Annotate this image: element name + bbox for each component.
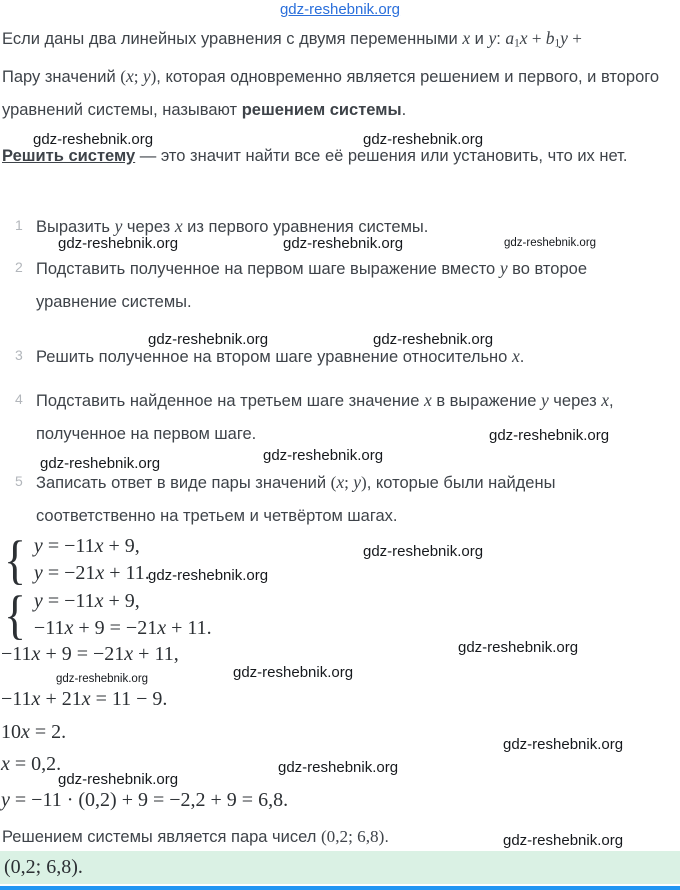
text-segment: = 11 − 9.: [90, 688, 168, 710]
text-segment: = 2.: [29, 721, 67, 743]
watermark: gdz-reshebnik.org: [458, 639, 579, 656]
watermark: gdz-reshebnik.org: [148, 567, 269, 584]
text-segment: + 9,: [103, 590, 140, 612]
text-segment: + 11,: [133, 643, 179, 665]
answer-highlight: [0, 851, 680, 884]
text-segment: в выражение: [431, 392, 541, 410]
text-segment: Решением системы является пара чисел: [2, 828, 321, 846]
equation-line: [34, 615, 212, 642]
text-segment: (: [330, 473, 337, 492]
text-segment: x: [511, 346, 520, 366]
list-item-text: [36, 340, 636, 374]
list-item-number: 5: [15, 473, 23, 489]
watermark: gdz-reshebnik.org: [504, 237, 597, 249]
text-segment: +: [567, 29, 582, 48]
equation-system-2: [2, 587, 212, 643]
watermark: gdz-reshebnik.org: [233, 664, 354, 681]
text-segment: — это значит найти все её решения или установить, что их нет.: [135, 147, 628, 165]
text-segment: x: [31, 643, 41, 665]
text-segment: = −11: [42, 535, 95, 557]
text-segment: = −11: [42, 590, 95, 612]
list-item-text: [36, 252, 636, 319]
watermark: gdz-reshebnik.org: [503, 736, 624, 753]
text-segment: ): [360, 473, 367, 492]
text-segment: x: [462, 28, 471, 48]
text-segment: Решить полученное на втором шаге уравнение относительно: [36, 348, 512, 366]
text-segment: + 9 = −21: [40, 643, 125, 665]
watermark: gdz-reshebnik.org: [58, 771, 179, 788]
intro-paragraph: [2, 22, 678, 127]
text-segment: + 21: [40, 688, 82, 710]
text-segment: из первого уравнения системы.: [182, 218, 429, 236]
equation-line: [1, 751, 61, 778]
text-segment: x: [125, 66, 134, 87]
text-segment: x: [64, 617, 74, 639]
text-segment: −11: [1, 643, 32, 665]
text-segment: 1: [514, 37, 520, 50]
text-segment: y: [142, 66, 151, 87]
intro-line-rest: [2, 60, 678, 127]
intro-line-1: [2, 22, 678, 60]
text-segment: −11: [1, 688, 32, 710]
text-segment: x: [124, 643, 134, 665]
text-segment: x: [95, 562, 105, 584]
watermark: gdz-reshebnik.org: [373, 331, 494, 348]
list-item: [0, 466, 680, 533]
watermark: gdz-reshebnik.org: [278, 759, 399, 776]
text-segment: Записать ответ в виде пары значений: [36, 474, 331, 492]
answer-value: (0,2; 6,8).: [4, 856, 83, 878]
text-segment: y: [1, 789, 10, 811]
text-segment: x: [174, 216, 183, 236]
text-segment: x: [94, 535, 104, 557]
text-segment: Подставить полученное на первом шаге выражение вместо: [36, 260, 500, 278]
text-segment: = −11 · (0,2) + 9 = −2,2 + 9 = 6,8.: [9, 789, 289, 811]
text-segment: через: [122, 218, 175, 236]
bottom-accent-bar: [0, 886, 680, 890]
left-brace: {: [3, 585, 26, 645]
site-watermark-link[interactable]: gdz-reshebnik.org: [279, 1, 401, 18]
list-item-number: 2: [15, 259, 23, 275]
text-segment: x: [423, 390, 432, 410]
text-segment: y: [560, 28, 568, 48]
text-segment: x: [94, 590, 104, 612]
text-segment: x: [336, 472, 345, 492]
text-segment: x: [21, 721, 30, 743]
text-segment: x: [1, 753, 10, 775]
text-segment: y: [488, 28, 497, 48]
equation-system-1: [2, 532, 150, 588]
text-segment: b: [545, 28, 555, 48]
text-segment: , которая одновременно является решением и первого, и второго уравнений системы, называют: [2, 68, 660, 120]
watermark: gdz-reshebnik.org: [363, 131, 484, 148]
text-segment: :: [496, 30, 506, 48]
text-segment: = −21: [42, 562, 96, 584]
watermark: gdz-reshebnik.org: [363, 543, 484, 560]
watermark: gdz-reshebnik.org: [489, 427, 610, 444]
watermark: gdz-reshebnik.org: [503, 832, 624, 849]
text-segment: ): [150, 67, 157, 87]
text-segment: x: [519, 28, 528, 48]
text-segment: + 11.: [166, 617, 212, 639]
text-segment: y: [114, 216, 123, 236]
list-item-number: 3: [15, 347, 23, 363]
text-segment: y: [33, 590, 43, 612]
text-segment: (0,2; 6,8): [320, 827, 385, 846]
text-segment: , полученное на первом шаге.: [36, 392, 614, 443]
text-segment: a: [505, 28, 515, 48]
text-segment: во второе уравнение системы.: [36, 260, 587, 311]
text-segment: y: [540, 390, 549, 410]
watermark: gdz-reshebnik.org: [58, 235, 179, 252]
watermark: gdz-reshebnik.org: [263, 447, 384, 464]
text-segment: , которые были найдены соответственно на третьем и четвёртом шагах.: [36, 474, 556, 525]
text-segment: + 9,: [103, 535, 140, 557]
list-item: [0, 252, 680, 319]
text-segment: Пару значений: [2, 68, 121, 87]
text-segment: .: [384, 828, 389, 846]
equation-line: [34, 560, 150, 587]
text-segment: Выразить: [36, 218, 115, 236]
text-segment: ;: [133, 67, 143, 87]
text-segment: через: [548, 392, 602, 410]
text-segment: .: [519, 348, 525, 366]
text-segment: (: [120, 67, 126, 87]
equation-line: [34, 588, 212, 615]
text-segment: Если даны два линейных уравнения с двумя переменными: [2, 30, 463, 48]
text-segment: .: [401, 101, 407, 120]
watermark: gdz-reshebnik.org: [148, 331, 269, 348]
watermark: gdz-reshebnik.org: [33, 131, 154, 148]
text-segment: y: [353, 472, 361, 492]
equation-line: [1, 787, 288, 814]
system-lines: [34, 588, 212, 642]
equation-line: [1, 719, 66, 746]
text-segment: −11: [33, 617, 65, 639]
equation-line: [34, 533, 150, 560]
text-segment: + 9 = −21: [73, 617, 158, 639]
text-segment: x: [81, 688, 91, 710]
watermark: gdz-reshebnik.org: [56, 673, 149, 685]
text-segment: 1: [554, 37, 561, 50]
list-item-number: 1: [15, 217, 23, 233]
text-segment: = 0,2.: [9, 753, 62, 775]
text-segment: +: [527, 29, 546, 48]
system-lines: [34, 533, 150, 587]
text-segment: y: [499, 258, 508, 278]
text-segment: x: [31, 688, 41, 710]
equation-line: [1, 686, 167, 713]
text-segment: x: [601, 390, 609, 410]
text-segment: y: [33, 535, 43, 557]
text-segment: и: [470, 30, 489, 48]
list-item-text: [36, 466, 636, 533]
watermark: gdz-reshebnik.org: [40, 455, 161, 472]
text-segment: 10: [1, 721, 21, 743]
text-segment: + 11.: [104, 562, 150, 584]
list-item: [0, 340, 680, 374]
text-segment: y: [33, 562, 43, 584]
watermark: gdz-reshebnik.org: [283, 235, 404, 252]
list-item-number: 4: [15, 391, 23, 407]
text-segment: Подставить найденное на третьем шаге значение: [36, 392, 424, 410]
equation-line: [1, 641, 179, 668]
left-brace: {: [3, 530, 26, 590]
text-segment: x: [157, 617, 167, 639]
text-segment: ;: [344, 473, 354, 492]
text-segment: Решить систему: [2, 147, 136, 165]
text-segment: решением системы: [241, 101, 402, 120]
